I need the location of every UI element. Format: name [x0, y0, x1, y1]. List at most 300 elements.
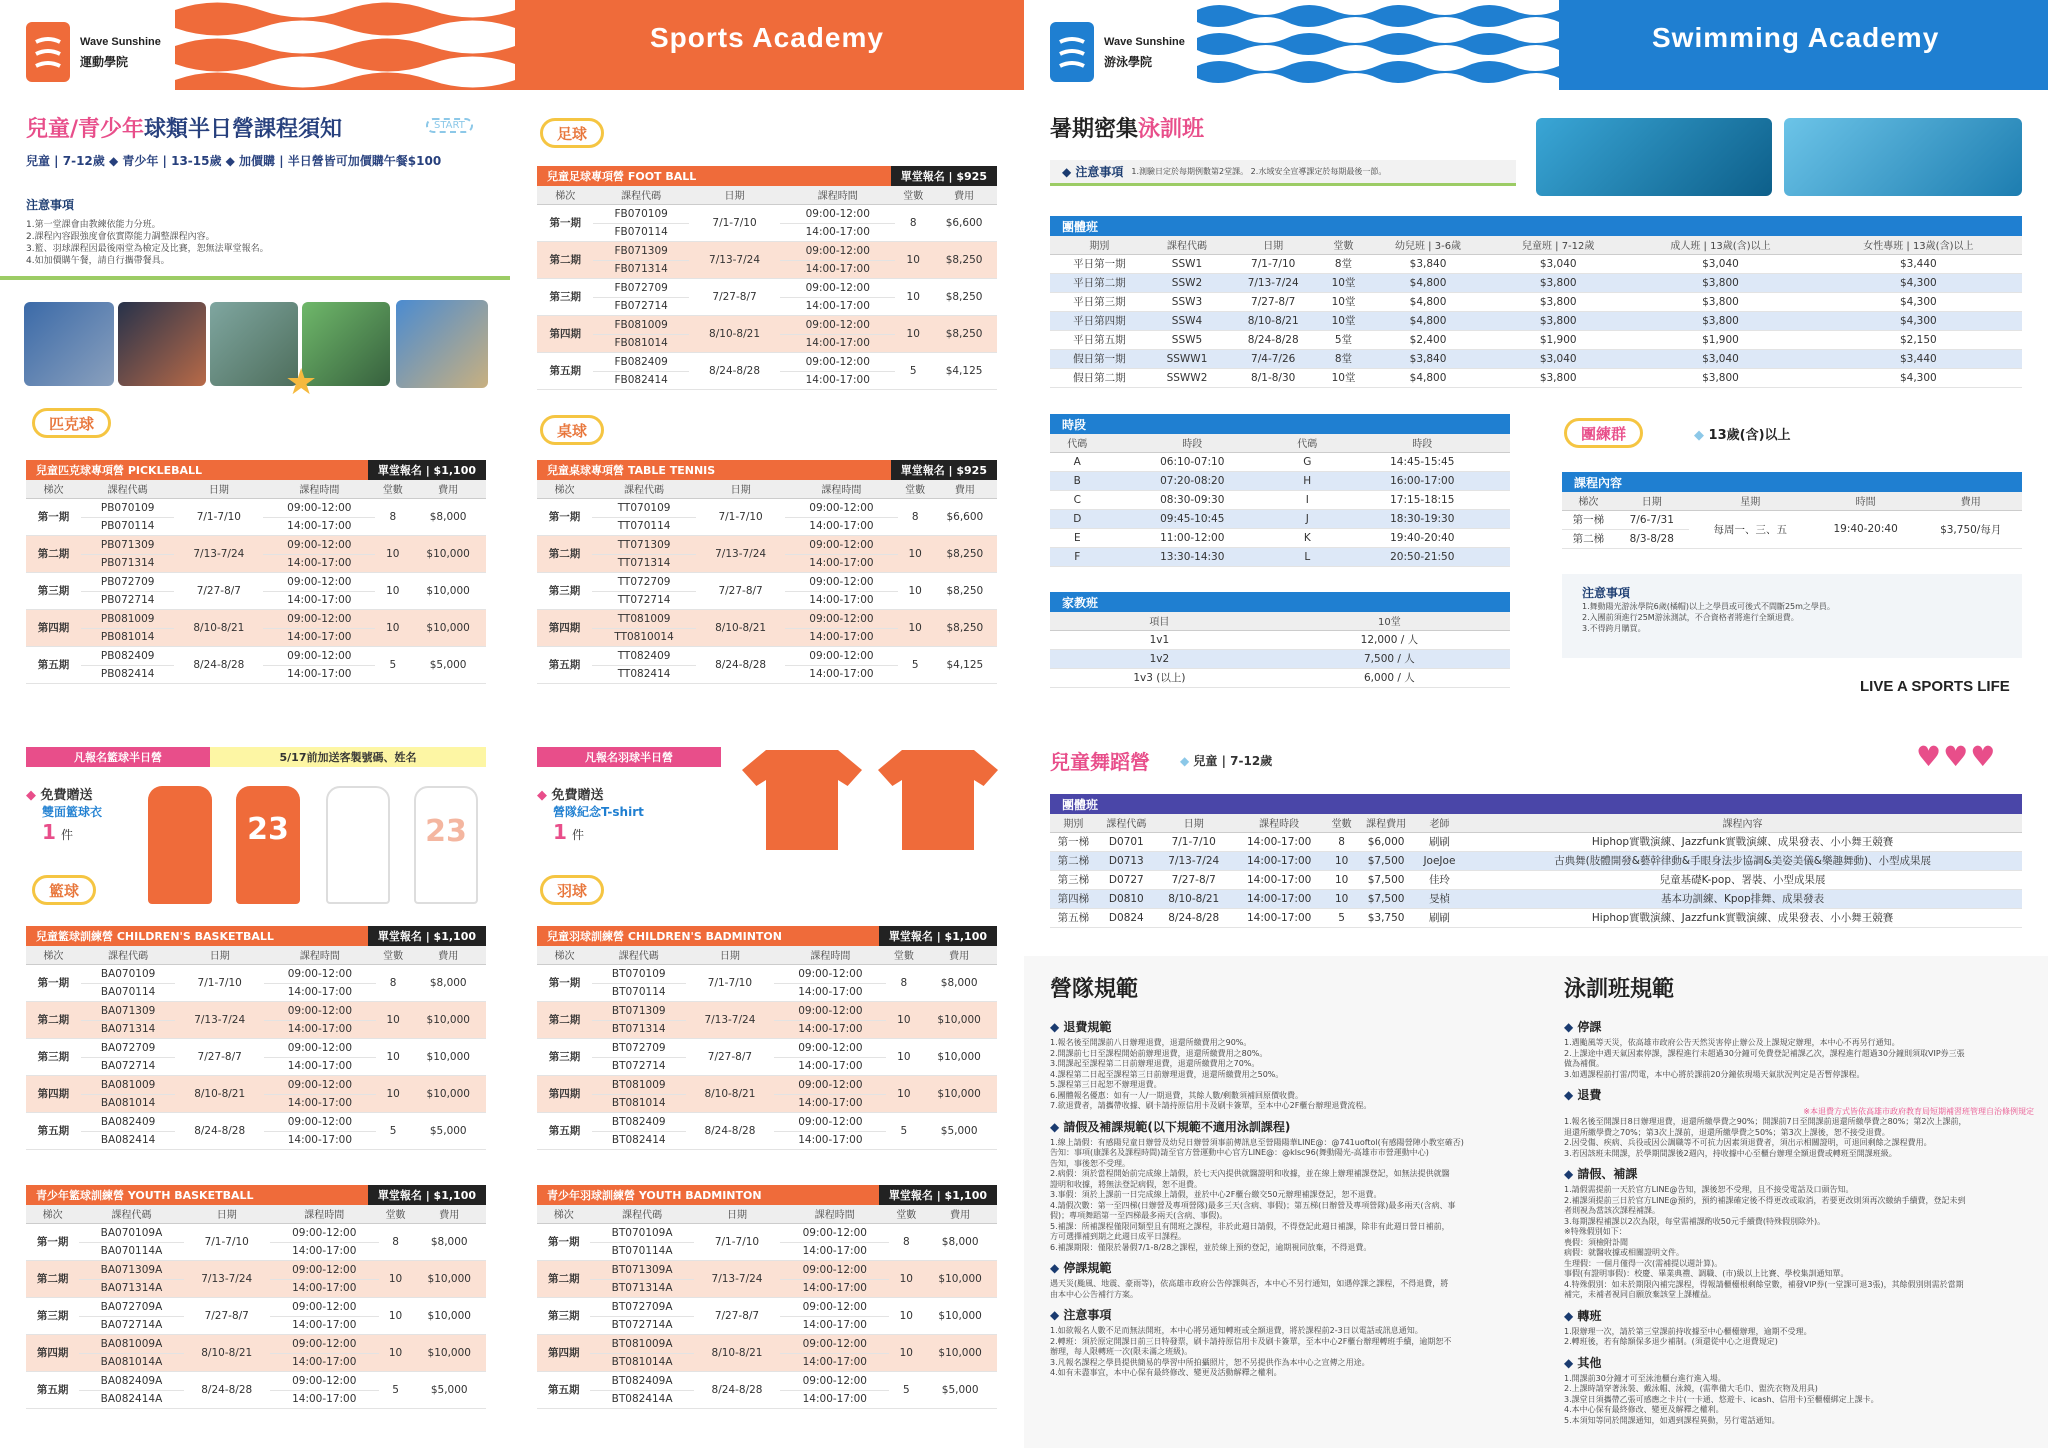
- cell-date: 8/10-8/21: [696, 609, 785, 646]
- star-icon: ★: [285, 362, 318, 403]
- cell-code: BT082409A: [590, 1371, 693, 1390]
- table-cell: $3,750: [1356, 908, 1415, 927]
- cell-sessions: 5: [889, 1371, 923, 1408]
- cell-time: 09:00-12:00: [270, 1297, 379, 1316]
- sports-title: Sports Academy: [650, 22, 884, 53]
- cell-time: 14:00-17:00: [774, 1020, 886, 1038]
- table-cell: 8/10-8/21: [1156, 889, 1232, 908]
- rule-line: 1.如欲報名人數不足而無法開班，本中心將另通知轉班或全額退費，將於課程前2-3日以電話或訊息通知。: [1050, 1326, 1423, 1335]
- table-cell: F: [1050, 547, 1105, 566]
- table-row: [26, 609, 486, 628]
- cell-code: BA082414A: [79, 1390, 183, 1408]
- table-cell: $1,900: [1626, 330, 1814, 349]
- column-header: 星期: [1689, 492, 1812, 510]
- rule-line: 3.課堂日須攜帶乙張可感應之卡片(一卡通、悠遊卡、icash、信用卡)至櫃檯綁定上課卡。: [1564, 1394, 1879, 1404]
- table-title: 青少年羽球訓練營 YOUTH BADMINTON: [547, 1189, 762, 1202]
- table-row: [1050, 368, 2022, 387]
- column-header: 費用: [921, 946, 997, 964]
- cell-time: 09:00-12:00: [270, 1334, 379, 1353]
- cell-time: 09:00-12:00: [780, 278, 895, 297]
- table-cell: 6,000 / 人: [1269, 668, 1510, 687]
- column-header: 日期: [1156, 814, 1232, 832]
- cell-sessions: 10: [376, 1001, 411, 1038]
- cell-time: 14:00-17:00: [785, 628, 898, 646]
- promo-badminton-tag: 凡報名羽球半日營: [537, 747, 721, 767]
- cell-time: 09:00-12:00: [780, 1334, 889, 1353]
- column-header: 時段: [1105, 434, 1280, 452]
- table-header: [537, 166, 997, 186]
- table-row: [1050, 649, 1510, 668]
- cell-period: 第四期: [26, 1334, 79, 1371]
- brand-name: Wave Sunshine: [80, 35, 161, 48]
- table-row: [537, 1075, 997, 1094]
- table-cell: 19:40-20:40: [1335, 528, 1510, 547]
- table-cell: $1,900: [1490, 330, 1626, 349]
- cell-code: BT081009A: [590, 1334, 693, 1353]
- column-header: 幼兒班 | 3-6歲: [1366, 236, 1490, 254]
- table-cell: D: [1050, 509, 1105, 528]
- youth-badminton-table: [537, 1185, 997, 1409]
- table-cell: $3,040: [1626, 254, 1814, 273]
- rule-line: 生理假：一個月僅得一次(需補提以週計算)。: [1564, 1258, 1723, 1268]
- cell-code: FB082414: [593, 371, 689, 389]
- cell-period: 第三期: [26, 1297, 79, 1334]
- cell-code: BT071309: [592, 1001, 686, 1020]
- cell-time: 09:00-12:00: [780, 204, 895, 223]
- cell-time: 09:00-12:00: [774, 964, 886, 983]
- cell-period: 第五期: [537, 646, 592, 683]
- table-row: [537, 278, 997, 297]
- table-cell: 8/24-8/28: [1225, 330, 1321, 349]
- swim-tutor-table: 家教班 項目 10堂 1v1 12,000 / 人 1v2 7,500 / 人 1v3 (以上) 6,000 / 人: [1050, 592, 1510, 688]
- cell-code: PB071314: [81, 554, 175, 572]
- cell-sessions: 5: [379, 1371, 413, 1408]
- cell-fee: $10,000: [923, 1334, 997, 1371]
- table-row: [26, 1001, 486, 1020]
- cell-date: 7/1-7/10: [686, 964, 775, 1001]
- table-row: [1050, 452, 1510, 471]
- cell-date: 8/24-8/28: [696, 646, 785, 683]
- cell-code: BA070109: [81, 964, 176, 983]
- table-row: [1050, 870, 2022, 889]
- table-row: [537, 498, 997, 517]
- notice-block: [26, 196, 269, 267]
- rule-line: 3.凡報名課程之學員提供簡易的學習中所拍攝照片，恕不另提供作為本中心之宣傳之用途。: [1050, 1357, 1370, 1367]
- table-cell: 7/1-7/10: [1156, 832, 1232, 851]
- pickleball-photo: [24, 302, 114, 386]
- cell-date: 7/1-7/10: [694, 1223, 780, 1260]
- cell-period: 第四期: [26, 1075, 81, 1112]
- column-header: 費用: [412, 1205, 486, 1223]
- column-header: 課程時間: [774, 946, 886, 964]
- rule-line: 2.病假：須於當程開始前完成線上請假，於七天內提供就醫證明和收據，並在線上辦理補課登記，如無法提供就醫: [1050, 1169, 1450, 1178]
- cell-code: BA071314A: [79, 1279, 183, 1297]
- cell-code: BT082414: [592, 1131, 686, 1149]
- column-header: 課程內容: [1463, 814, 2022, 832]
- table-cell: 平日第二期: [1050, 273, 1149, 292]
- cell-fee: $8,250: [931, 241, 997, 278]
- cell-sessions: 10: [375, 572, 410, 609]
- cell-date: 7/1-7/10: [696, 498, 785, 535]
- column-header: 課程代碼: [592, 480, 696, 498]
- cell-fee: $8,000: [410, 498, 486, 535]
- cell-fee: $4,125: [933, 646, 997, 683]
- cell-code: BT071314: [592, 1020, 686, 1038]
- table-cell: 基本功訓練、Kpop排舞、成果發表: [1463, 889, 2022, 908]
- cell-time: 09:00-12:00: [264, 1001, 376, 1020]
- cell-period: 第三期: [537, 1297, 590, 1334]
- rule-line: 證明和收據，將無法登記病假，恕不退費。: [1050, 1179, 1202, 1189]
- table-cell: 14:00-17:00: [1232, 832, 1327, 851]
- table-cell: 08:30-09:30: [1105, 490, 1280, 509]
- table-row: [26, 1260, 486, 1279]
- cell-period: 第二期: [537, 1001, 592, 1038]
- cell-date: 8/10-8/21: [689, 315, 780, 352]
- cell-sessions: 8: [889, 1223, 923, 1260]
- cell-fee: $8,250: [931, 278, 997, 315]
- rule-line: 事假(有證明事假)：校慶、畢業典禮、調職、(市)級以上比賽、學校集訓通知單。: [1564, 1269, 1849, 1278]
- table-cell: 07:20-08:20: [1105, 471, 1280, 490]
- cell-sessions: 8: [375, 498, 410, 535]
- table-header: [26, 1185, 486, 1205]
- cell-time: 09:00-12:00: [780, 1260, 889, 1279]
- rule-line: 5.補課：所補課程僅限同類型且有開班之課程，非於此週日請假，不得登記此週日補課，除非有此週日營日補前，: [1050, 1221, 1450, 1231]
- column-header: 課程代碼: [592, 946, 686, 964]
- table-row: [1050, 908, 2022, 927]
- cell-date: 7/13-7/24: [696, 535, 785, 572]
- table-cell: 12,000 / 人: [1269, 630, 1510, 649]
- cell-code: BA072714A: [79, 1316, 183, 1334]
- rule-line: 6.補課期限：僅限於暑假7/1-8/28之課程，並於線上預約登記，逾期視同放棄，不得退費。: [1050, 1242, 1372, 1252]
- notice-item: 3.籃、羽球課程因最後兩堂為檢定及比賽，恕無法單堂報名。: [26, 244, 269, 254]
- cell-period: 第五期: [26, 1112, 81, 1149]
- table-row: [1050, 292, 2022, 311]
- swim-coach-photo: [1536, 118, 1772, 196]
- column-header: 課程費用: [1356, 814, 1415, 832]
- cell-sessions: 10: [376, 1075, 411, 1112]
- cell-period: 第二期: [537, 535, 592, 572]
- cell-time: 09:00-12:00: [774, 1112, 886, 1131]
- cell-time: 09:00-12:00: [270, 1223, 379, 1242]
- cell-fee: $6,600: [933, 498, 997, 535]
- rule-heading: ◆ 請假及補課規範(以下規範不適用泳訓課程): [1050, 1119, 1291, 1134]
- table-cell: $7,500: [1356, 889, 1415, 908]
- table-title: 兒童桌球專項營 TABLE TENNIS: [547, 464, 716, 477]
- rule-line: 5.課程第三日起恕不辦理退費。: [1050, 1080, 1162, 1089]
- tag-basketball: 籃球: [32, 875, 96, 905]
- table-cell: JoeJoe: [1416, 851, 1463, 870]
- table-cell: $4,300: [1815, 368, 2022, 387]
- column-header: 堂數: [1327, 814, 1357, 832]
- rule-line: 4.本中心保有最終修改、變更及解釋之權利。: [1564, 1405, 1724, 1414]
- cell-sessions: 10: [886, 1075, 921, 1112]
- cell-code: FB071309: [593, 241, 689, 260]
- table-price: 單堂報名 | $1,100: [368, 926, 486, 946]
- column-header: 堂數: [376, 946, 411, 964]
- cell-time: 14:00-17:00: [780, 1390, 889, 1408]
- cell-fee: $5,000: [411, 1112, 487, 1149]
- cell-code: FB070114: [593, 223, 689, 241]
- table-cell: 1v2: [1050, 649, 1269, 668]
- table-header: [537, 926, 997, 946]
- tag-team: 團練群: [1564, 418, 1643, 448]
- brand-cn: 運動學院: [80, 54, 129, 69]
- cell-time: 09:00-12:00: [780, 1297, 889, 1316]
- rule-heading: ◆ 停課規範: [1050, 1261, 1112, 1275]
- cell-code: TT081009: [592, 609, 696, 628]
- table-cell: $3,800: [1490, 368, 1626, 387]
- cell-time: 14:00-17:00: [780, 260, 895, 278]
- brand-name: Wave Sunshine: [1104, 35, 1185, 48]
- cell-sessions: 10: [379, 1260, 413, 1297]
- cell-period: 第五期: [537, 1112, 592, 1149]
- tag-pickleball: 匹克球: [32, 408, 111, 438]
- table-cell: SSW1: [1149, 254, 1226, 273]
- cell-time: 09:00-12:00: [263, 498, 375, 517]
- cell-date: 8/24-8/28: [689, 352, 780, 389]
- column-header: 梯次: [537, 480, 592, 498]
- table-cell: $3,040: [1490, 349, 1626, 368]
- cell-time: 14:00-17:00: [263, 554, 375, 572]
- table-cell: K: [1280, 528, 1335, 547]
- table-row: [537, 315, 997, 334]
- dance-table: 團體班 期別 課程代碼 日期 課程時段 堂數 課程費用 老師 課程內容 第一梯 D0701 7/1-7/10 14:00-17:00 8 $6,000 刷刷 Hiphop實戰演練、Jazzfunk實戰演練、成果發表、小小舞王競賽 第二梯 D0713 7/13-7/24 14:00-17:00 10 $7,500 JoeJoe 古典舞(肢體開發&藝幹律動&手眼身法步協調&美姿美儀&樂趣舞動)、小型成果展 第三梯 D0727 7/27-8/7 14:00-17:00 10 $7,500 佳玲 兒童基礎K-pop、署裝、小型成果展 第四梯 D0810 8/10-8/21 14:00-17:00 10 $7,500 旻楨 基本功訓練、Kpop排舞、成果發表 第五梯 D0824 8/24-8/28 14:00-17:00 5 $3,750 刷刷 Hiphop實戰演練、Jazzfunk實戰演練、成果發表、小小舞王競賽: [1050, 794, 2022, 928]
- team-notice: 注意事項 1.舞動陽光游泳學院6歲(橘帽)以上之學員或可後式不間斷25m之學員。 2.入團前須進行25M游泳測試，不合資格者將進行全額退費。 3.不得跨月購買。: [1562, 574, 2022, 658]
- cell-period: 第一期: [537, 964, 592, 1001]
- cell-code: BT071314A: [590, 1279, 693, 1297]
- table-row: [1050, 490, 1510, 509]
- cell-period: 第一期: [26, 964, 81, 1001]
- column-header: 日期: [686, 946, 775, 964]
- cell-fee: $10,000: [412, 1297, 486, 1334]
- rule-line: 假)；專項舞蹈第一至四梯最多兩天(含病、事假)。: [1050, 1211, 1228, 1220]
- rule-line: 辦理，每人限轉班一次(限未滿之班級)。: [1050, 1347, 1193, 1356]
- table-cell: SSWW1: [1149, 349, 1226, 368]
- cell-sessions: 10: [898, 572, 933, 609]
- table-cell: 7/1-7/10: [1225, 254, 1321, 273]
- brand-cn: 游泳學院: [1104, 54, 1153, 69]
- cell-time: 09:00-12:00: [785, 572, 898, 591]
- table-cell: 8堂: [1321, 349, 1366, 368]
- table-row: [26, 1112, 486, 1131]
- swim-logo: [1050, 22, 1185, 82]
- table-row: [26, 572, 486, 591]
- cell-time: 09:00-12:00: [780, 241, 895, 260]
- divider: [0, 276, 510, 280]
- cell-sessions: 8: [376, 964, 411, 1001]
- cell-code: FB081014: [593, 334, 689, 352]
- rule-line: 1.請假需提前一天於官方LINE@告知，課後恕不受理，且不接受電話及口頭告知。: [1564, 1185, 1854, 1194]
- column-header: 費用: [923, 1205, 997, 1223]
- rule-line: 1.線上請假：有感陽兒童日辦營及幼兒日辦營須事前傳訊息至營陽陽華LINE@：@741uoftol(有感陽營陣小教室確否): [1050, 1137, 1464, 1147]
- cell-date: 7/13-7/24: [175, 1001, 264, 1038]
- team-table: 課程內容 梯次 日期 星期 時間 費用 第一梯 7/6-7/31 每周一、三、五 19:40-20:40 $3,750/每月 第二梯 8/3-8/28: [1562, 472, 2022, 549]
- table-cell: 古典舞(肢體開發&藝幹律動&手眼身法步協調&美姿美儀&樂趣舞動)、小型成果展: [1463, 851, 2022, 870]
- cell-code: PB072714: [81, 591, 175, 609]
- camp-rules-title: 營隊規範: [1050, 977, 1139, 1002]
- column-header: 時段: [1335, 434, 1510, 452]
- cell-code: TT082409: [592, 646, 696, 665]
- rule-line: 3.每期課程補課以2次為限，每堂需補課酌收50元手續費(特殊假別除外)。: [1564, 1216, 1826, 1226]
- cell-code: FB081009: [593, 315, 689, 334]
- table-row: [1050, 349, 2022, 368]
- table-cell: $3,800: [1626, 368, 1814, 387]
- table-row: [26, 1038, 486, 1057]
- table-cell: $3,800: [1626, 273, 1814, 292]
- cell-date: 7/1-7/10: [689, 204, 780, 241]
- table-cell: 10堂: [1321, 368, 1366, 387]
- cell-time: 14:00-17:00: [270, 1390, 379, 1408]
- table-cell: $3,800: [1626, 311, 1814, 330]
- cell-code: PB072709: [81, 572, 175, 591]
- table-header: [26, 460, 486, 480]
- cell-fee: $10,000: [921, 1075, 997, 1112]
- cell-code: PB082409: [81, 646, 175, 665]
- table-row: [26, 1334, 486, 1353]
- tag-tabletennis: 桌球: [540, 415, 604, 445]
- table-cell: 8堂: [1321, 254, 1366, 273]
- column-header: 期別: [1050, 236, 1149, 254]
- cell-period: 第四期: [537, 1334, 590, 1371]
- cell-date: 7/27-8/7: [175, 1038, 264, 1075]
- column-header: 兒童班 | 7-12歲: [1490, 236, 1626, 254]
- cell-fee: $10,000: [411, 1038, 487, 1075]
- rule-line: 喪假：須檢附訃聞: [1564, 1237, 1628, 1247]
- cell-date: 7/13-7/24: [689, 241, 780, 278]
- table-row: [537, 1038, 997, 1057]
- tabletennis-table: [537, 460, 997, 684]
- cell-fee: $8,000: [921, 964, 997, 1001]
- cell-date: 8/24-8/28: [174, 646, 263, 683]
- cell-code: TT071314: [592, 554, 696, 572]
- table-cell: 7/13-7/24: [1156, 851, 1232, 870]
- cell-time: 14:00-17:00: [780, 334, 895, 352]
- cell-date: 7/27-8/7: [689, 278, 780, 315]
- cell-time: 09:00-12:00: [780, 1223, 889, 1242]
- table-cell: $7,500: [1356, 851, 1415, 870]
- cell-code: PB071309: [81, 535, 175, 554]
- cell-date: 7/27-8/7: [694, 1297, 780, 1334]
- rule-line: 1.遇颱風等天災，依高雄市政府公告天然災害停止辦公及上課規定辦理，本中心不再另行通知。: [1564, 1038, 1900, 1047]
- cell-fee: $5,000: [412, 1371, 486, 1408]
- tag-football: 足球: [540, 118, 604, 148]
- table-cell: J: [1280, 509, 1335, 528]
- cell-sessions: 10: [379, 1334, 413, 1371]
- cell-code: BA081009A: [79, 1334, 183, 1353]
- cell-time: 14:00-17:00: [785, 591, 898, 609]
- cell-time: 09:00-12:00: [785, 498, 898, 517]
- table-cell: 兒童基礎K-pop、署裝、小型成果展: [1463, 870, 2022, 889]
- cell-fee: $8,250: [933, 609, 997, 646]
- cell-date: 7/27-8/7: [686, 1038, 775, 1075]
- column-header: 課程代碼: [81, 946, 176, 964]
- notice-list: [26, 219, 269, 267]
- cell-time: 09:00-12:00: [785, 609, 898, 628]
- cell-time: 09:00-12:00: [780, 1371, 889, 1390]
- table-row: [1050, 273, 2022, 292]
- table-title: 兒童足球專項營 FOOT BALL: [547, 170, 697, 183]
- column-header: 梯次: [537, 186, 593, 204]
- cell-time: 14:00-17:00: [785, 665, 898, 683]
- table-row: [537, 964, 997, 983]
- table-cell: D0727: [1097, 870, 1156, 889]
- cell-code: TT082414: [592, 665, 696, 683]
- team-age: ◆ 13歲(含)以上: [1694, 428, 1791, 443]
- table-cell: 平日第一期: [1050, 254, 1149, 273]
- rule-line: 病假：就醫收據或相關證明文件。: [1564, 1248, 1684, 1257]
- rule-line: 1.報名後至開課日8日辦理退費，退還所繳學費之90%；開課前7日至開課前退還所繳學費之80%；第2次上課前，: [1564, 1117, 1967, 1126]
- cell-code: FB082409: [593, 352, 689, 371]
- table-row: [1050, 509, 1510, 528]
- cell-sessions: 10: [898, 609, 933, 646]
- table-cell: 第一梯: [1050, 832, 1097, 851]
- cell-code: TT072709: [592, 572, 696, 591]
- table-cell: 5: [1327, 908, 1357, 927]
- table-row: [1050, 471, 1510, 490]
- page-title: 兒童/青少年球類半日營課程須知: [26, 117, 343, 142]
- rule-line: 由本中心公告補行方案。: [1050, 1289, 1138, 1299]
- column-header: 梯次: [1562, 492, 1615, 510]
- column-header: 課程代碼: [590, 1205, 693, 1223]
- cell-time: 14:00-17:00: [270, 1353, 379, 1371]
- cell-time: 14:00-17:00: [780, 297, 895, 315]
- rule-line: 做為補償。: [1564, 1059, 1604, 1068]
- table-cell: Hiphop實戰演練、Jazzfunk實戰演練、成果發表、小小舞王競賽: [1463, 908, 2022, 927]
- cell-date: 7/27-8/7: [174, 572, 263, 609]
- cell-time: 14:00-17:00: [780, 1353, 889, 1371]
- cell-code: FB070109: [593, 204, 689, 223]
- cell-time: 09:00-12:00: [774, 1038, 886, 1057]
- cell-period: 第二期: [537, 241, 593, 278]
- cell-time: 09:00-12:00: [780, 315, 895, 334]
- table-cell: 17:15-18:15: [1335, 490, 1510, 509]
- column-header: 日期: [184, 1205, 270, 1223]
- rule-heading: ◆ 停課: [1564, 1020, 1602, 1034]
- cell-code: FB071314: [593, 260, 689, 278]
- table-row: [26, 535, 486, 554]
- table-row: [537, 241, 997, 260]
- cell-fee: $10,000: [921, 1038, 997, 1075]
- rule-line: 方可選擇補到期之此週日成平日課程。: [1050, 1232, 1186, 1241]
- table-header: [537, 1185, 997, 1205]
- cell-date: 8/10-8/21: [175, 1075, 264, 1112]
- swim-section-title: 暑期密集泳訓班: [1050, 117, 1205, 142]
- cell-sessions: 10: [375, 535, 410, 572]
- cell-code: BA071309: [81, 1001, 176, 1020]
- cell-sessions: 10: [889, 1260, 923, 1297]
- table-cell: 5堂: [1321, 330, 1366, 349]
- table-price: 單堂報名 | $925: [891, 460, 997, 480]
- cell-time: 14:00-17:00: [780, 1242, 889, 1260]
- swim-group-table: 團體班 期別 課程代碼 日期 堂數 幼兒班 | 3-6歲 兒童班 | 7-12歲 成人班 | 13歲(含)以上 女性專班 | 13歲(含)以上 平日第一期 SSW1 7/1-7/10 8堂 $3,840 $3,040 $3,040 $3,440 平日第二期 SSW2 7/13-7/24 10堂 $4,800 $3,800 $3,800 $4,300 平日第三期 SSW3 7/27-8/7 10堂 $4,800 $3,800 $3,800 $4,300 平日第四期 SSW4 8/10-8/21 10堂 $4,800 $3,800 $3,800 $4,300 平日第五期 SSW5 8/24-8/28 5堂 $2,400 $1,900 $1,900 $2,150 假日第一期 SSWW1 7/4-7/26 8堂 $3,840 $3,040 $3,040 $3,440 假日第二期 SSWW2 8/1-8/30 10堂 $4,800 $3,800 $3,800 $4,300: [1050, 216, 2022, 388]
- jersey-back-white-icon: 23: [414, 786, 478, 904]
- swim-rules: [1564, 1012, 2034, 1426]
- cell-fee: $10,000: [923, 1297, 997, 1334]
- cell-time: 09:00-12:00: [263, 646, 375, 665]
- cell-time: 09:00-12:00: [774, 1001, 886, 1020]
- column-header: 課程時間: [785, 480, 898, 498]
- table-cell: 平日第四期: [1050, 311, 1149, 330]
- rule-line: 2.上課途中遇天氣因素停課，課程進行未超過30分鐘可免費登記補課乙次，課程進行超過30分鐘則須取VIP券三張: [1564, 1048, 1965, 1058]
- cell-code: BA081014: [81, 1094, 176, 1112]
- cell-sessions: 10: [379, 1297, 413, 1334]
- cell-code: BA071314: [81, 1020, 176, 1038]
- rule-line: 者則視為當該次課程補課。: [1564, 1206, 1660, 1215]
- cell-time: 14:00-17:00: [263, 665, 375, 683]
- cell-fee: $6,600: [931, 204, 997, 241]
- cell-period: 第一期: [537, 1223, 590, 1260]
- cell-code: BT070114: [592, 983, 686, 1001]
